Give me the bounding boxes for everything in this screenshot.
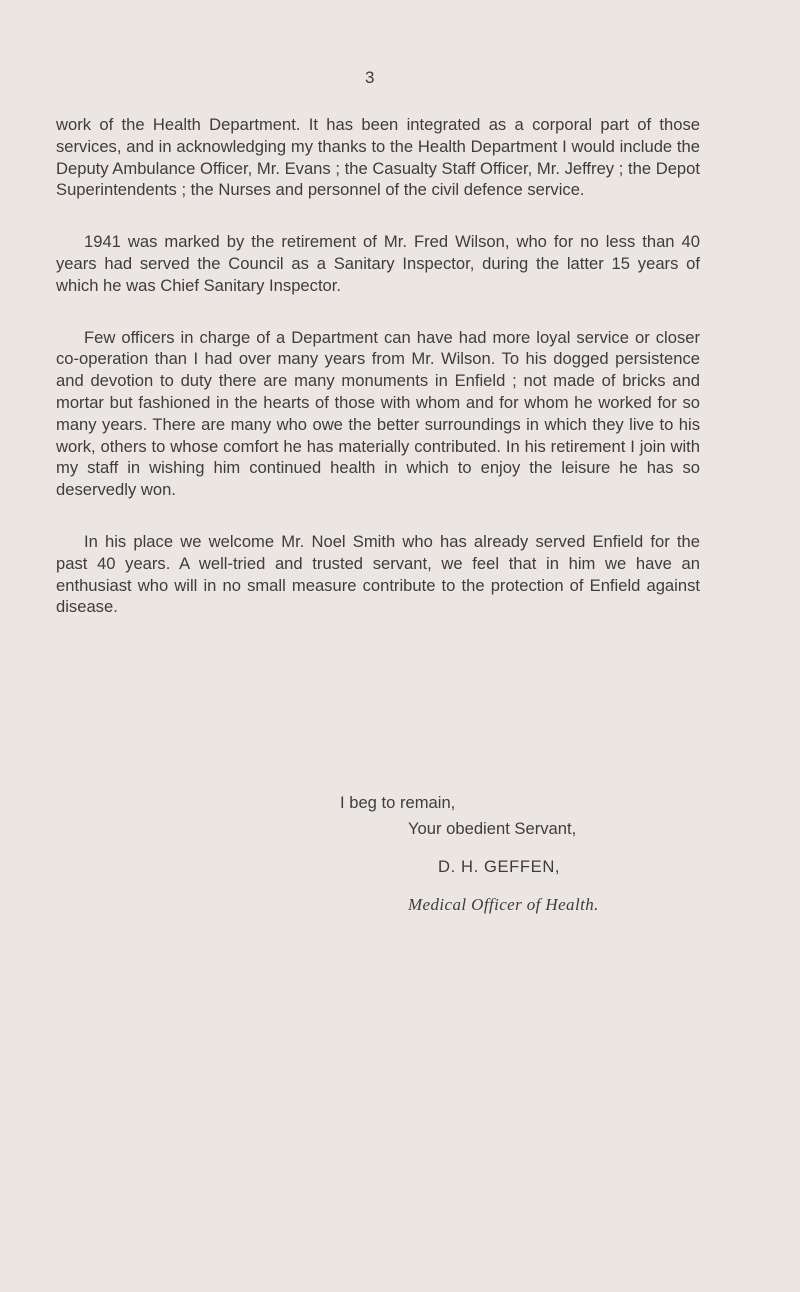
signature-block — [408, 818, 599, 916]
signatory-name: D. H. GEFFEN, — [438, 857, 561, 876]
paragraph-successor: In his place we welcome Mr. Noel Smith who has already served Enfield for the past 40 years. A well-tried and trusted servant, we feel that in him we have an enthusiast who will in no small measure contribute to the protection of Enfield against disease. — [56, 531, 700, 617]
closing-servant: Your obedient Servant, — [408, 819, 577, 838]
paragraph-tribute: Few officers in charge of a Department can have had more loyal service or closer co-operation than I had over many years from Mr. Wilson. To his dogged persistence and devotion to duty there are many monuments in Enfield ; not made of bricks and mortar but fashioned in the hearts of those with whom and for whom he worked for so many years. There are many who owe the better surroundings in which they live to his work, others to whose comfort he has materially contributed. In his retirement I join with my staff in wishing him continued health in which to enjoy the leisure he has so deservedly won. — [56, 327, 700, 500]
page-number: 3 — [365, 68, 375, 87]
closing-remain: I beg to remain, — [340, 793, 456, 812]
body-text — [56, 114, 700, 648]
signatory-title: Medical Officer of Health. — [408, 895, 599, 914]
paragraph-retirement: 1941 was marked by the retirement of Mr. Fred Wilson, who for no less than 40 years had served the Council as a Sanitary Inspector, during the latter 15 years of which he was Chief Sanitary Inspector. — [56, 232, 700, 295]
paragraph-continuation: work of the Health Department. It has been integrated as a corporal part of those services, and in acknowledging my thanks to the Health Department I would include the Deputy Ambulance Officer, Mr. Evans ; the Casualty Staff Officer, Mr. Jeffrey ; the Depot Superintendents ; the Nurses and personnel of the civil defence service. — [56, 115, 700, 200]
